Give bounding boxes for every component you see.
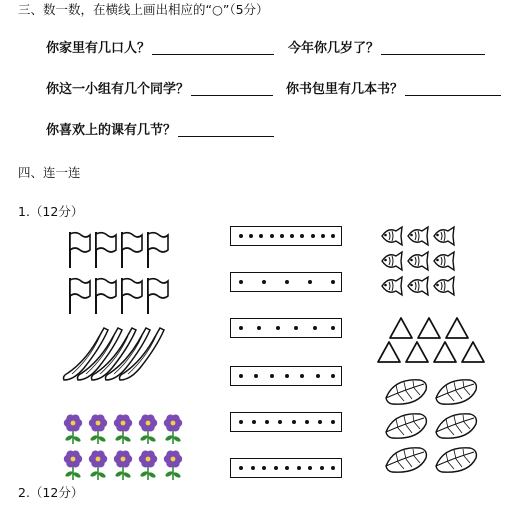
fish-icon <box>408 252 428 270</box>
flower-icon <box>89 414 107 444</box>
question-books <box>286 81 501 96</box>
dot <box>259 234 263 238</box>
dot <box>254 374 258 378</box>
fish-icon <box>434 277 454 295</box>
dot <box>239 466 243 470</box>
question-classes <box>46 122 274 137</box>
triangle-icon <box>462 342 484 362</box>
banana-group[interactable] <box>60 326 170 384</box>
dot <box>239 326 243 330</box>
triangle-icon <box>446 318 468 338</box>
dot <box>331 374 335 378</box>
dot <box>257 326 261 330</box>
fish-icon <box>382 227 402 245</box>
answer-line-age[interactable] <box>381 40 485 55</box>
dot <box>321 234 325 238</box>
dot <box>320 466 324 470</box>
question-classes-label: 你喜欢上的课有几节？ <box>46 123 177 138</box>
question-group <box>46 81 273 96</box>
question-family <box>46 40 274 55</box>
dot <box>270 374 274 378</box>
fish-icon <box>408 227 428 245</box>
triangle-group[interactable] <box>378 316 488 364</box>
dot <box>292 420 296 424</box>
dot <box>331 326 335 330</box>
flower-icon <box>89 450 107 480</box>
dot-box[interactable] <box>230 226 342 246</box>
flower-icon <box>139 414 157 444</box>
flower-icon <box>114 450 132 480</box>
dot <box>308 466 312 470</box>
dot <box>313 326 317 330</box>
dot-box[interactable] <box>230 412 342 432</box>
question-family-label: 你家里有几口人？ <box>46 41 151 56</box>
flag-icon <box>70 232 90 268</box>
dot <box>300 234 304 238</box>
answer-line-group[interactable] <box>191 81 273 96</box>
flower-icon <box>139 450 157 480</box>
dot <box>331 234 335 238</box>
answer-line-classes[interactable] <box>178 122 274 137</box>
dot-box[interactable] <box>230 272 342 292</box>
dot <box>285 466 289 470</box>
flag-icon <box>122 232 142 268</box>
dot <box>285 374 289 378</box>
flag-icon <box>122 278 142 314</box>
flag-icon <box>148 278 168 314</box>
triangle-icon <box>434 342 456 362</box>
dot <box>297 466 301 470</box>
dot <box>285 280 289 284</box>
dot <box>280 234 284 238</box>
leaf-icon <box>436 448 476 472</box>
dot <box>270 234 274 238</box>
fish-icon <box>382 252 402 270</box>
triangle-icon <box>418 318 440 338</box>
dot <box>331 466 335 470</box>
dot <box>318 420 322 424</box>
dot <box>262 280 266 284</box>
flower-icon <box>64 414 82 444</box>
dot <box>252 420 256 424</box>
leaf-icon <box>386 414 426 438</box>
leaf-icon <box>436 414 476 438</box>
flower-icon <box>164 450 182 480</box>
flag-icon <box>148 232 168 268</box>
triangle-icon <box>390 318 412 338</box>
dot <box>249 234 253 238</box>
triangle-icon <box>378 342 400 362</box>
dot-box[interactable] <box>230 458 342 478</box>
section4-title: 四、连一连 <box>18 165 81 180</box>
flag-group[interactable] <box>68 230 172 314</box>
question-books-label: 你书包里有几本书？ <box>286 82 404 97</box>
dot <box>294 326 298 330</box>
question-group-label: 你这一小组有几个同学？ <box>46 82 190 97</box>
flag-icon <box>70 278 90 314</box>
dot <box>316 374 320 378</box>
dot <box>265 420 269 424</box>
dot <box>251 466 255 470</box>
dot <box>239 420 243 424</box>
part2-label: 2.（12分） <box>18 485 84 500</box>
leaf-icon <box>386 380 426 404</box>
dot <box>276 326 280 330</box>
answer-line-books[interactable] <box>405 81 501 96</box>
section3-title: 三、数一数，在横线上画出相应的“○”（5分） <box>18 2 269 17</box>
dot <box>278 420 282 424</box>
answer-line-family[interactable] <box>152 40 274 55</box>
flower-icon <box>64 450 82 480</box>
fish-icon <box>382 277 402 295</box>
fish-group[interactable] <box>380 226 466 302</box>
dot <box>308 280 312 284</box>
dot-box[interactable] <box>230 366 342 386</box>
flag-icon <box>96 232 116 268</box>
flower-icon <box>164 414 182 444</box>
fish-icon <box>434 252 454 270</box>
part1-label: 1.（12分） <box>18 204 84 219</box>
flower-group[interactable] <box>62 414 192 484</box>
dot <box>331 420 335 424</box>
question-age-label: 今年你几岁了？ <box>288 41 380 56</box>
dot <box>311 234 315 238</box>
flag-icon <box>96 278 116 314</box>
dot <box>239 234 243 238</box>
triangle-icon <box>406 342 428 362</box>
dot <box>239 374 243 378</box>
flower-icon <box>114 414 132 444</box>
dot <box>274 466 278 470</box>
dot <box>239 280 243 284</box>
fish-icon <box>408 277 428 295</box>
question-age <box>288 40 485 55</box>
dot <box>305 420 309 424</box>
dot <box>331 280 335 284</box>
leaf-group[interactable] <box>384 376 484 482</box>
leaf-icon <box>386 448 426 472</box>
dot <box>300 374 304 378</box>
dot <box>262 466 266 470</box>
dot-box[interactable] <box>230 318 342 338</box>
leaf-icon <box>436 380 476 404</box>
fish-icon <box>434 227 454 245</box>
dot <box>290 234 294 238</box>
